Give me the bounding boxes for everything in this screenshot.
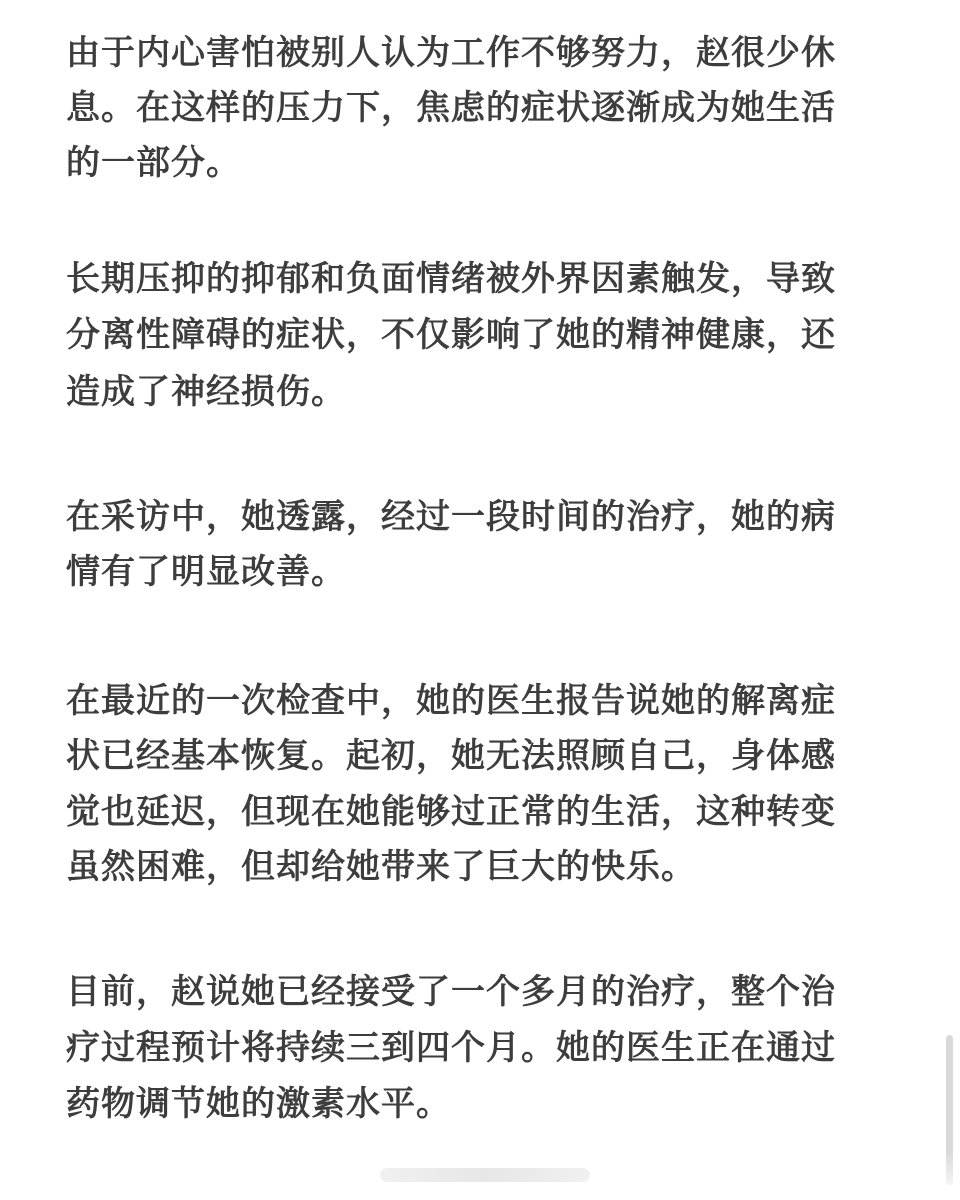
paragraph-4-line-4: 虽然困难，但却给她带来了巨大的快乐。: [66, 847, 696, 887]
paragraph-1-line-1: 由于内心害怕被别人认为工作不够努力，赵很少休: [66, 33, 836, 73]
paragraph-5-line-3: 药物调节她的激素水平。: [66, 1084, 451, 1124]
paragraph-3-line-1: 在采访中，她透露，经过一段时间的治疗，她的病: [66, 497, 836, 537]
watermark-blur: [380, 1168, 590, 1182]
paragraph-4-line-2: 状已经基本恢复。起初，她无法照顾自己，身体感: [66, 736, 836, 776]
paragraph-4-line-3: 觉也延迟，但现在她能够过正常的生活，这种转变: [66, 792, 836, 832]
paragraph-2-line-2: 分离性障碍的症状，不仅影响了她的精神健康，还: [66, 315, 836, 355]
paragraph-1-line-3: 的一部分。: [66, 143, 241, 183]
paragraph-3-line-2: 情有了明显改善。: [66, 552, 346, 592]
paragraph-1-line-2: 息。在这样的压力下，焦虑的症状逐渐成为她生活: [66, 88, 836, 128]
paragraph-5-line-2: 疗过程预计将持续三到四个月。她的医生正在通过: [66, 1028, 836, 1068]
paragraph-5-line-1: 目前，赵说她已经接受了一个多月的治疗，整个治: [66, 972, 836, 1012]
paragraph-2-line-3: 造成了神经损伤。: [66, 372, 346, 412]
paragraph-2-line-1: 长期压抑的抑郁和负面情绪被外界因素触发，导致: [66, 259, 836, 299]
paragraph-4-line-1: 在最近的一次检查中，她的医生报告说她的解离症: [66, 681, 836, 721]
